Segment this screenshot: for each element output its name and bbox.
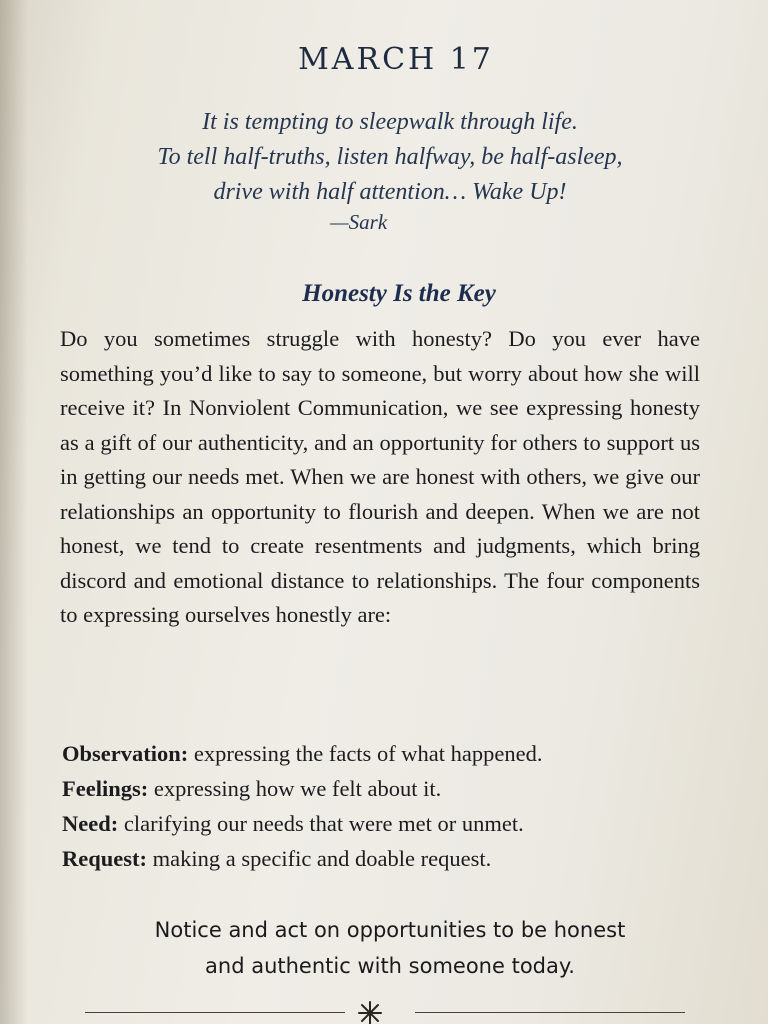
- component-description: clarifying our needs that were met or unmet.: [118, 811, 524, 836]
- component-item: [62, 736, 702, 771]
- ornamental-divider: [85, 998, 685, 1024]
- epigraph-line: It is tempting to sleepwalk through life.: [202, 109, 578, 135]
- component-term: Request:: [62, 846, 147, 871]
- section-title: Honesty Is the Key: [302, 280, 496, 307]
- epigraph-attribution: —Sark: [330, 210, 388, 234]
- snowflake-star-icon: [357, 1000, 383, 1024]
- epigraph-line: drive with half attention… Wake Up!: [213, 179, 567, 205]
- component-item: [62, 771, 702, 806]
- closing-line: Notice and act on opportunities to be honest: [154, 918, 626, 942]
- body-paragraph: Do you sometimes struggle with honesty? Do you ever have something you’d like to say to someone, but worry about how she will receive it? In Nonviolent Communication, we see expressing honesty as a gift of our authenticity, and an opportunity for others to support us in getting our needs met. When we are honest with others, we give our relationships an opportunity to flourish and deepen. When we are not honest, we tend to create resentments and judgments, which bring discord and emotional distance to relationships. The four components to expressing ourselves honestly are:: [60, 326, 700, 627]
- epigraph-line: To tell half-truths, listen halfway, be half-asleep,: [157, 144, 623, 170]
- component-description: making a specific and doable request.: [147, 846, 492, 871]
- divider-line-right: [415, 1012, 685, 1013]
- component-description: expressing the facts of what happened.: [188, 741, 543, 766]
- page-gutter-shadow: [0, 0, 28, 1024]
- component-term: Observation:: [62, 741, 189, 766]
- closing-line: and authentic with someone today.: [205, 954, 575, 978]
- component-term: Need:: [62, 811, 119, 836]
- component-description: expressing how we felt about it.: [148, 776, 442, 801]
- closing-affirmation: [80, 912, 700, 984]
- divider-line-left: [85, 1012, 345, 1013]
- epigraph-quote: [90, 105, 690, 210]
- components-list: [62, 736, 702, 876]
- component-term: Feelings:: [62, 776, 149, 801]
- component-item: [62, 841, 702, 876]
- date-heading: MARCH 17: [298, 42, 494, 77]
- component-item: [62, 806, 702, 841]
